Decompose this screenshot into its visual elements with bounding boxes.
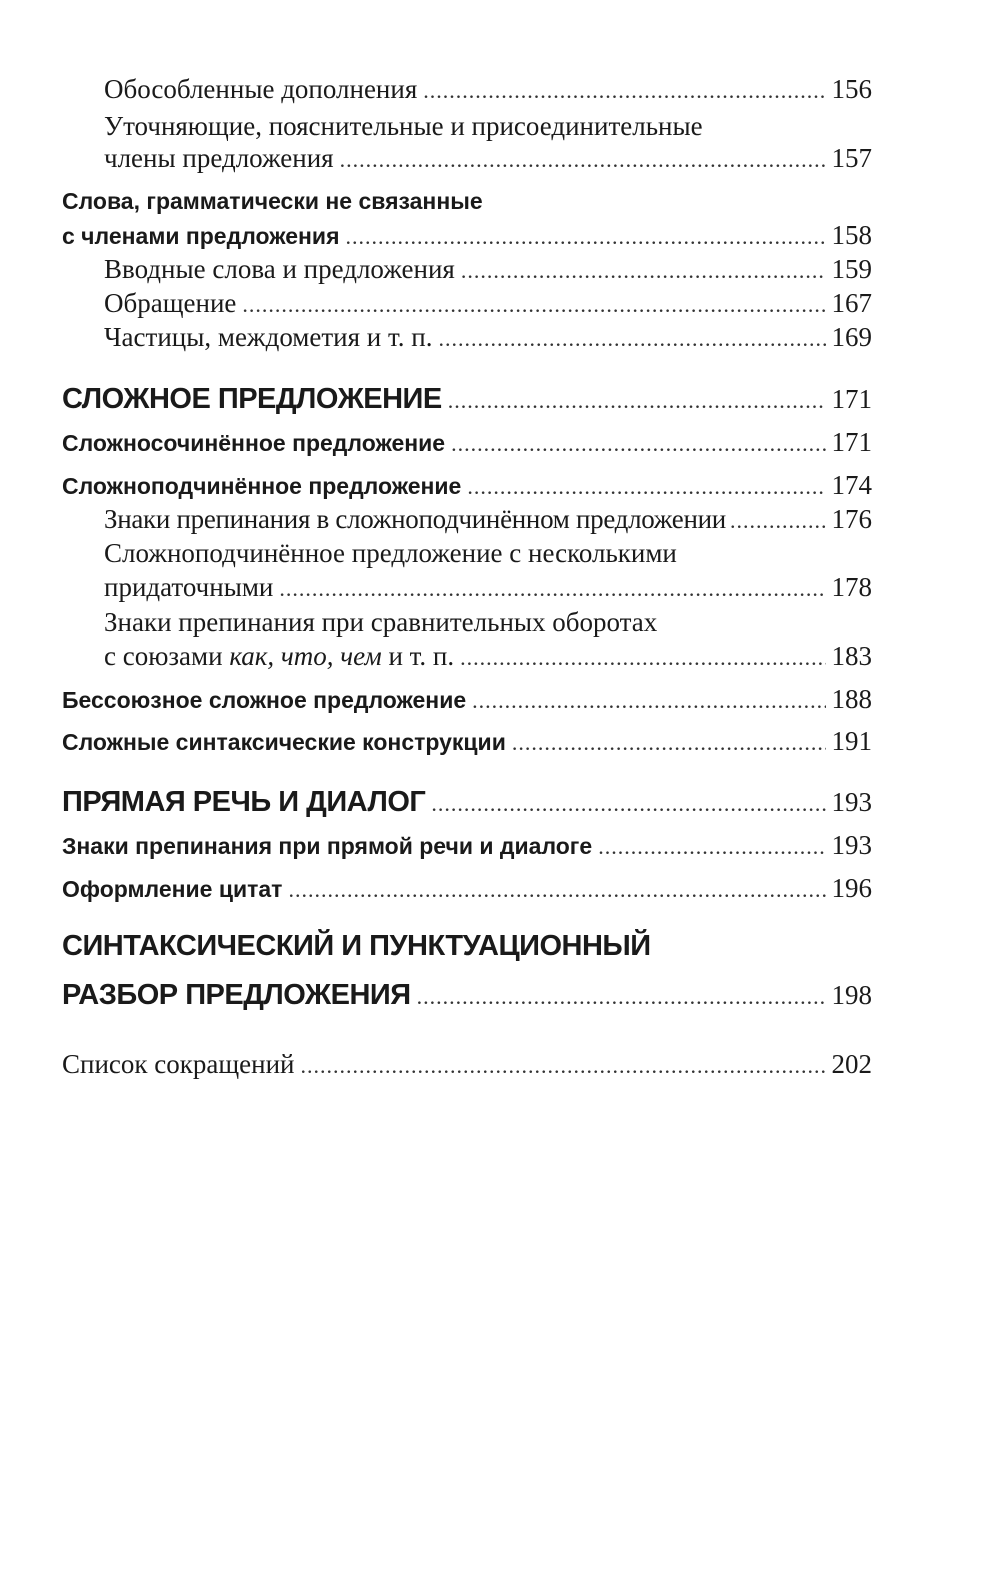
toc-entry[interactable] (104, 288, 872, 319)
toc-entry[interactable] (62, 470, 872, 501)
toc-entry-page: 193 (831, 787, 872, 817)
toc-leader-dots (461, 258, 826, 284)
toc-entry-page: 157 (831, 143, 872, 173)
toc-entry-page: 178 (831, 572, 872, 602)
toc-entry-title-prefix: с союзами (104, 641, 230, 671)
toc-leader-dots (438, 326, 825, 352)
toc-entry-page: 188 (831, 684, 872, 714)
toc-leader-dots (451, 431, 825, 457)
toc-leader-dots (730, 508, 828, 534)
toc-entry-page: 159 (831, 254, 872, 284)
toc-entry-page: 191 (831, 726, 872, 756)
toc-entry[interactable] (62, 427, 872, 458)
toc-leader-dots (423, 78, 825, 104)
toc-entry[interactable] (104, 74, 872, 105)
toc-section-title: Знаки препинания при прямой речи и диалоге (62, 833, 593, 859)
toc-entry[interactable] (104, 641, 872, 672)
toc-entry[interactable] (104, 254, 872, 285)
toc-entry-page: 171 (831, 427, 872, 457)
toc-leader-dots (472, 688, 825, 714)
toc-entry-title: Вводные слова и предложения (104, 254, 455, 284)
toc-leader-dots (512, 730, 826, 756)
toc-entry-page: 169 (831, 322, 872, 352)
toc-entry-page: 171 (831, 384, 872, 414)
toc-entry[interactable] (104, 572, 872, 603)
toc-entry-title: Частицы, междометия и т. п. (104, 322, 433, 352)
toc-leader-dots (460, 645, 825, 671)
toc-entry[interactable] (62, 873, 872, 904)
toc-entry-page: 202 (831, 1049, 872, 1079)
toc-section-title: Бессоюзное сложное предложение (62, 687, 467, 713)
toc-entry[interactable] (62, 1049, 872, 1080)
toc-entry[interactable] (104, 504, 872, 535)
toc-section-title: Сложноподчинённое предложение (62, 473, 462, 499)
toc-entry-title: Обращение (104, 288, 237, 318)
toc-entry-title-italic: как, что, чем (229, 641, 382, 671)
toc-entry-page: 156 (831, 74, 872, 104)
toc-leader-dots (448, 388, 826, 414)
toc-leader-dots (431, 791, 825, 817)
toc-section-title-line1: Слова, грамматически не связанные (62, 188, 483, 214)
toc-entry[interactable] (62, 684, 872, 715)
toc-section-title: с членами предложения (62, 223, 340, 249)
toc-chapter-entry[interactable] (62, 383, 872, 416)
toc-entry-page: 158 (831, 220, 872, 250)
toc-entry-page: 193 (831, 830, 872, 860)
toc-entry-title-line1: Сложноподчинённое предложение с несколькими (104, 538, 677, 568)
toc-chapter-title: ПРЯМАЯ РЕЧЬ И ДИАЛОГ (62, 786, 426, 818)
toc-leader-dots (340, 147, 826, 173)
toc-entry-page: 196 (831, 873, 872, 903)
toc-leader-dots (346, 224, 826, 250)
toc-leader-dots (417, 984, 826, 1010)
toc-chapter-title: СЛОЖНОЕ ПРЕДЛОЖЕНИЕ (62, 383, 442, 415)
toc-entry-title (104, 641, 454, 672)
toc-entry-title: Знаки препинания в сложноподчинённом предложении (104, 504, 726, 534)
toc-entry-page: 176 (831, 504, 872, 534)
toc-entry-page: 198 (831, 980, 872, 1010)
toc-entry-title: Обособленные дополнения (104, 74, 418, 104)
toc-entry-title-suffix: и т. п. (381, 641, 455, 671)
toc-section-title: Сложносочинённое предложение (62, 430, 446, 456)
toc-section-title: Сложные синтаксические конструкции (62, 729, 506, 755)
toc-chapter-title: РАЗБОР ПРЕДЛОЖЕНИЯ (62, 979, 411, 1011)
toc-leader-dots (242, 292, 825, 318)
toc-leader-dots (288, 877, 825, 903)
toc-entry[interactable] (104, 322, 872, 353)
toc-entry-title: Список сокращений (62, 1049, 295, 1079)
toc-leader-dots (598, 834, 825, 860)
toc-leader-dots (300, 1053, 825, 1079)
toc-entry-page: 183 (831, 641, 872, 671)
toc-entry-title-line1: Знаки препинания при сравнительных оборотах (104, 607, 658, 637)
toc-section-title: Оформление цитат (62, 876, 283, 902)
toc-entry[interactable] (62, 220, 872, 251)
toc-chapter-entry[interactable] (62, 979, 872, 1012)
toc-entry[interactable] (62, 726, 872, 757)
toc-entry-page: 174 (831, 470, 872, 500)
toc-chapter-title-line1: СИНТАКСИЧЕСКИЙ И ПУНКТУАЦИОННЫЙ (62, 930, 651, 962)
toc-entry-title: придаточными (104, 572, 274, 602)
toc-entry-title-line1: Уточняющие, пояснительные и присоединительные (104, 111, 703, 141)
toc-entry[interactable] (104, 143, 872, 174)
toc-entry[interactable] (62, 830, 872, 861)
toc-entry-title: члены предложения (104, 143, 334, 173)
toc-chapter-entry[interactable] (62, 786, 872, 819)
toc-leader-dots (467, 474, 825, 500)
toc-leader-dots (279, 576, 825, 602)
toc-entry-page: 167 (831, 288, 872, 318)
